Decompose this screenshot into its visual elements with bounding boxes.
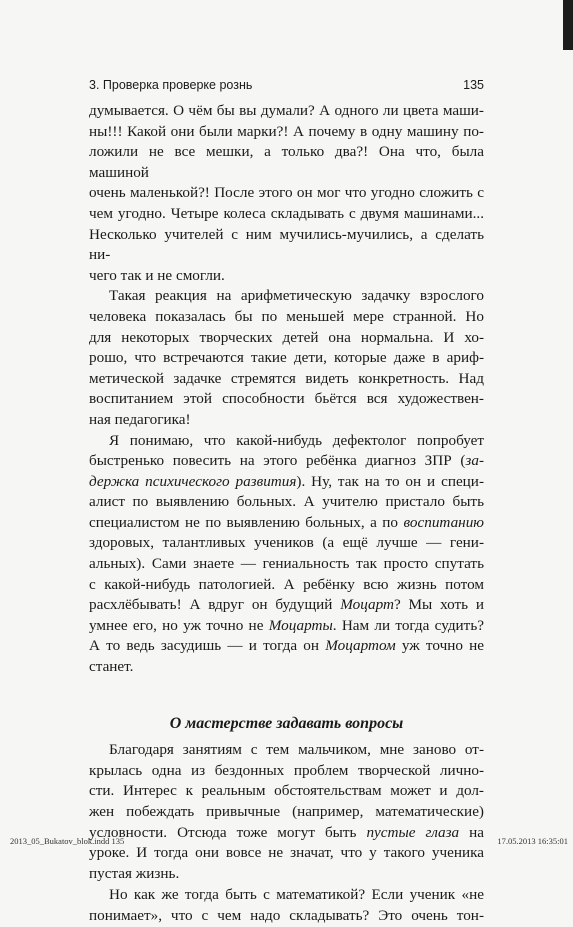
paragraph-2 xyxy=(89,286,484,430)
text-line: уроке. И тогда они вовсе не значат, что у такого ученика xyxy=(89,844,484,862)
text-line: Но как же тогда быть с математикой? Если ученик «не xyxy=(109,886,484,904)
slug-filename: 2013_05_Bukatov_blok.indd 135 xyxy=(10,836,125,846)
text-line: ны!!! Какой они были марки?! А почему в одну машину по- xyxy=(89,122,484,140)
text-line: ная педагогика! xyxy=(89,410,191,428)
text-line: станет. xyxy=(89,658,134,676)
slug-timestamp: 17.05.2013 16:35:01 xyxy=(497,836,568,846)
text-line: чего так и не смогли. xyxy=(89,266,225,284)
text-line: для некоторых творческих детей она нормальна. И хо- xyxy=(89,328,484,346)
paragraph-1 xyxy=(89,101,484,286)
text-line: рошо, что встречаются такие дети, которые даже в ариф- xyxy=(89,349,484,367)
section-heading: О мастерстве задавать вопросы xyxy=(169,714,404,732)
text-line: расхлёбывать! А вдруг он будущий Моцарт? Мы хоть и xyxy=(89,596,484,614)
paragraph-3 xyxy=(89,431,484,678)
text-line: условности. Отсюда тоже могут быть пустые глаза на xyxy=(89,823,484,841)
italic-text: держка психического развития xyxy=(89,472,297,490)
text-line: умнее его, но уж точно не Моцарты. Нам ли тогда судить? xyxy=(89,616,484,634)
italic-text: Моцарты xyxy=(268,616,333,634)
text-line: пустая жизнь. xyxy=(89,864,180,882)
text-line: с какой-нибудь патологией. А ребёнку всю жизнь потом xyxy=(89,575,484,593)
text-line: очень маленькой?! После этого он мог что угодно сложить с xyxy=(89,184,484,202)
text-line: быстренько повесить на этого ребёнка диагноз ЗПР (за- xyxy=(89,452,484,470)
italic-text: за- xyxy=(465,452,484,470)
text-line: человека показалась бы по меньшей мере странной. Но xyxy=(89,307,484,325)
text-line: думывается. О чём бы вы думали? А одного ли цвета маши- xyxy=(89,102,484,119)
text-line: здоровых, талантливых учеников (а ещё лучше — гени- xyxy=(89,534,484,552)
text-line: ложили не все мешки, а только два?! Она что, была машиной xyxy=(89,143,484,181)
text-line: алист по выявлению больных. А учителю пристало быть xyxy=(89,493,484,511)
running-header xyxy=(89,78,484,96)
body-text xyxy=(89,101,484,927)
text-line: жен побеждать привычные (например, математические) xyxy=(89,803,484,820)
italic-text: пустые глаза xyxy=(366,823,460,841)
text-line: специалистом не по выявлению больных, а по воспитанию xyxy=(89,513,484,531)
italic-text: Моцарт xyxy=(340,596,394,614)
paragraph-5 xyxy=(89,885,484,926)
page-number: 135 xyxy=(463,78,484,92)
text-line: чем угодно. Четыре колеса складывать с двумя машинами... xyxy=(89,204,484,222)
print-slug xyxy=(2,836,572,848)
text-line: метической задачке стремятся видеть конкретность. Над xyxy=(89,369,484,387)
text-line: А то ведь засудишь — и тогда он Моцартом уж точно не xyxy=(89,637,484,655)
italic-text: воспитанию xyxy=(403,513,484,531)
text-line: держка психического развития). Ну, так на то он и специ- xyxy=(89,472,484,490)
text-line: крылась одна из бездонных проблем творческой лично- xyxy=(89,761,484,779)
text-line: альных). Сами знаете — гениальность так просто спутать xyxy=(89,555,484,573)
text-line: Благодаря занятиям с тем мальчиком, мне заново от- xyxy=(109,741,484,759)
paragraph-4 xyxy=(89,740,484,884)
italic-text: Моцартом xyxy=(325,637,396,655)
text-line: сти. Интерес к реальным обстоятельствам может и дол- xyxy=(89,782,484,800)
crop-mark-bar xyxy=(563,0,573,50)
text-line: Я понимаю, что какой-нибудь дефектолог попробует xyxy=(109,431,484,449)
chapter-title: 3. Проверка проверке рознь xyxy=(89,78,253,92)
text-line: воспитанием этой способности бьётся вся художествен- xyxy=(89,390,484,408)
text-line: понимает», что с чем надо складывать? Это очень тон- xyxy=(89,906,484,924)
text-line: Такая реакция на арифметическую задачку взрослого xyxy=(109,287,484,305)
text-line: Несколько учителей с ним мучились-мучились, а сделать ни- xyxy=(89,225,484,264)
